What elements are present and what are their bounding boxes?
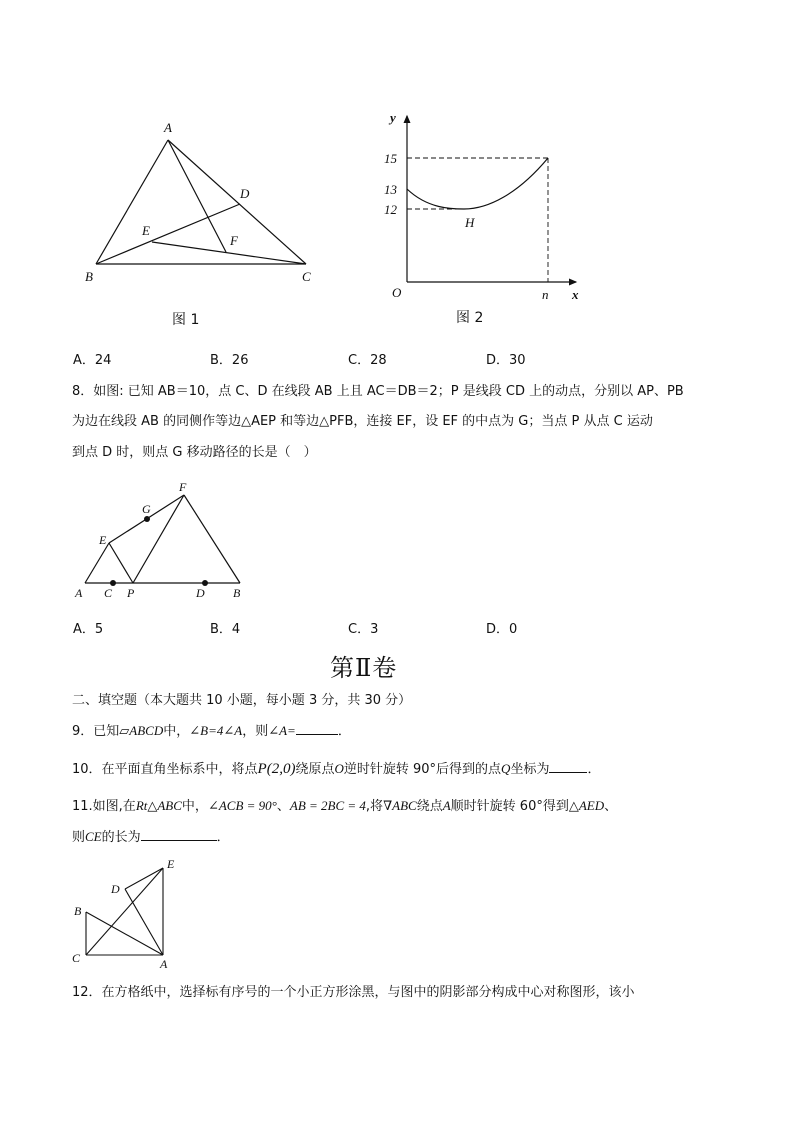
fig2-axis-x: x (572, 287, 579, 302)
figure-2-graph (378, 106, 598, 306)
q8-text-line3: 到点 D 时，则点 G 移动路径的长是（ ） (72, 445, 317, 460)
q12-text-line1: 12．在方格纸中，选择标有序号的一个小正方形涂黑，与图中的阴影部分构成中心对称图形，该小 (72, 985, 635, 1000)
section-heading: 二、填空题（本大题共 10 小题，每小题 3 分，共 30 分） (72, 693, 412, 708)
figure-q8 (70, 478, 260, 603)
q10-text (72, 760, 600, 779)
q10-mid3: 坐标为 (510, 762, 550, 777)
fig2-caption: 图 2 (456, 310, 484, 326)
q11-label-D: D (111, 882, 120, 896)
fig1-label-A: A (164, 120, 172, 135)
fig2-label-H: H (465, 215, 475, 230)
q10-mid: 绕原点 (295, 762, 335, 777)
q11-text-line1 (72, 797, 617, 816)
q10-end: ． (587, 762, 601, 777)
q11-prefix: 11.如图,在 (72, 799, 136, 814)
q7-option-d[interactable]: D．30 (486, 353, 526, 368)
q11-end1: 、 (604, 799, 618, 814)
fig1-label-F: F (230, 233, 238, 248)
q11-mid4: 顺时针旋转 60°得到 (450, 799, 569, 814)
q9-mid: 中， (163, 724, 190, 739)
fig1-label-C: C (302, 269, 311, 284)
q9-text (72, 722, 351, 741)
q11-ce: CE (85, 829, 102, 844)
q11-triangle3: △AED (568, 798, 605, 813)
q11-line2b: 的长为 (101, 830, 141, 845)
q11-mid2: ,将 (365, 799, 384, 814)
q8-option-c[interactable]: C．3 (348, 622, 379, 637)
q10-mid2: 逆时针旋转 90°后得到的点 (343, 762, 502, 777)
fig1-label-E: E (142, 223, 150, 238)
q7-option-c[interactable]: C．28 (348, 353, 387, 368)
fig2-label-n: n (542, 287, 549, 302)
section-title: 第Ⅱ卷 (330, 654, 398, 682)
q8-label-F: F (179, 480, 187, 494)
q11-label-A: A (160, 957, 168, 971)
fig1-label-B: B (85, 269, 93, 284)
q9-prefix: 9．已知 (72, 724, 120, 739)
q11-point-a: A (442, 798, 451, 813)
q11-text-line2 (72, 828, 230, 847)
q8-label-D: D (196, 586, 205, 600)
q7-option-a[interactable]: A．24 (73, 353, 112, 368)
q11-end: ． (216, 830, 230, 845)
q11-answer-blank[interactable] (141, 828, 217, 841)
q10-point: P(2,0) (257, 761, 296, 777)
q8-option-d[interactable]: D．0 (486, 622, 518, 637)
q9-end: ． (337, 724, 351, 739)
q8-label-P: P (127, 586, 135, 600)
q8-text-line1: 8．如图: 已知 AB＝10，点 C、D 在线段 AB 上且 AC＝DB＝2；P 是线段 CD 上的动点，分别以 AP、PB (72, 384, 684, 399)
q8-label-E: E (99, 533, 107, 547)
q11-cond2: AB = 2BC = 4 (289, 798, 366, 813)
fig2-tick-12: 12 (384, 202, 397, 217)
fig1-label-D: D (240, 186, 250, 201)
q11-cond1: ∠ACB = 90° (207, 798, 277, 813)
q11-triangle: Rt△ABC (135, 798, 182, 813)
figure-1-triangle (80, 118, 330, 290)
figure-q11 (66, 852, 191, 972)
q9-mid2: ，则 (242, 724, 269, 739)
q9-angle-a: ∠A= (268, 723, 296, 738)
q8-label-C: C (104, 586, 113, 600)
fig2-label-O: O (392, 285, 402, 300)
q10-point-q: Q (501, 761, 511, 776)
q11-mid3: 绕点 (416, 799, 443, 814)
q11-sep: 、 (276, 799, 290, 814)
q8-label-A: A (75, 586, 83, 600)
q11-label-C: C (72, 951, 81, 965)
q11-triangle2: ∇ABC (383, 798, 417, 813)
q8-label-G: G (142, 502, 151, 516)
fig2-tick-15: 15 (384, 151, 397, 166)
q8-label-B: B (233, 586, 241, 600)
q10-answer-blank[interactable] (549, 760, 587, 773)
q10-origin: O (334, 761, 344, 776)
q10-prefix: 10．在平面直角坐标系中，将点 (72, 762, 258, 777)
q8-option-b[interactable]: B．4 (210, 622, 241, 637)
q8-option-a[interactable]: A．5 (73, 622, 104, 637)
fig2-tick-13: 13 (384, 182, 397, 197)
q11-mid: 中， (181, 799, 208, 814)
q8-point-G (144, 516, 150, 522)
q8-text-line2: 为边在线段 AB 的同侧作等边△AEP 和等边△PFB，连接 EF，设 EF 的中点为 G；当点 P 从点 C 运动 (72, 414, 653, 429)
q9-parallelogram: ▱ABCD (119, 723, 164, 738)
q11-label-B: B (74, 904, 82, 918)
fig2-axis-y: y (390, 110, 396, 125)
fig1-caption: 图 1 (172, 312, 200, 328)
q9-angle-b: ∠B=4∠A (189, 723, 243, 738)
q7-option-b[interactable]: B．26 (210, 353, 249, 368)
q11-line2a: 则 (72, 830, 86, 845)
q9-answer-blank[interactable] (296, 722, 338, 735)
q11-label-E: E (167, 857, 175, 871)
